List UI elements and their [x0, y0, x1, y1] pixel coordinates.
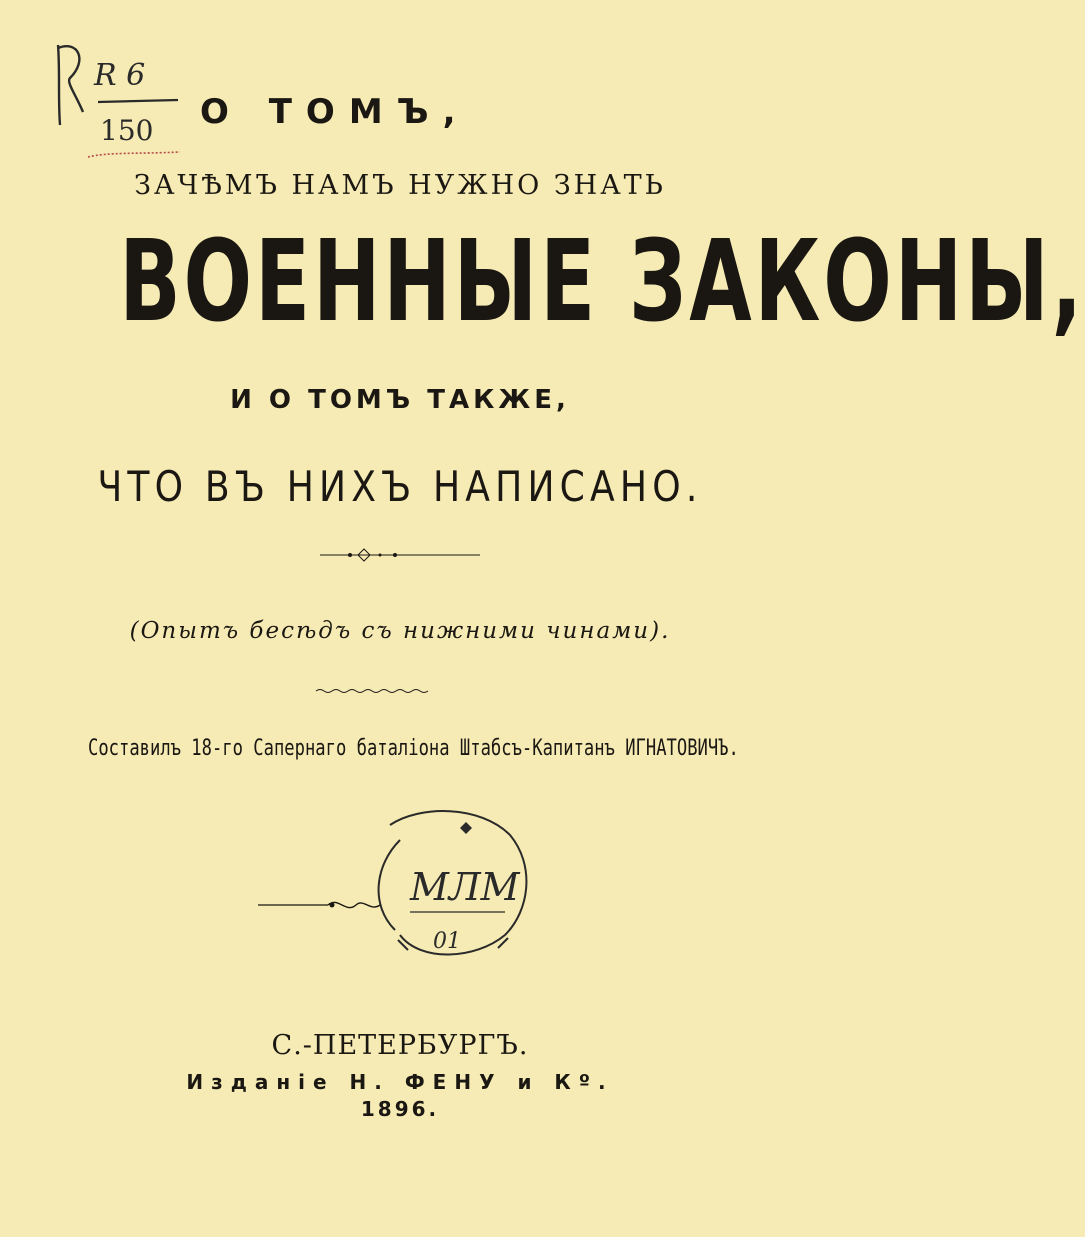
title-line-3: И О ТОМЪ ТАКЖЕ, — [230, 385, 570, 415]
title-line-2: ЗАЧѢМЪ НАМЪ НУЖНО ЗНАТЬ — [134, 170, 666, 201]
library-stamp — [250, 800, 550, 970]
ornamental-divider — [300, 545, 500, 565]
wavy-rule — [316, 688, 428, 694]
publication-city: С.-ПЕТЕРБУРГЪ. — [271, 1030, 529, 1061]
author-line: Составилъ 18-го Сапернаго баталіона Штабсъ-Капитанъ ИГНАТОВИЧЪ. — [88, 736, 739, 761]
shelfmark-bottom: 150 — [100, 114, 154, 147]
title-line-4: ЧТО ВЪ НИХЪ НАПИСАНО. — [97, 462, 703, 511]
subtitle: (Опытъ бесѣдъ съ нижними чинами). — [129, 618, 671, 644]
main-title: ВОЕННЫЕ ЗАКОНЫ, — [119, 217, 1085, 347]
publisher: Изданіе Н. ФЕНУ и Кº. — [186, 1070, 614, 1094]
handwritten-shelfmark — [48, 40, 198, 165]
stamp-center-text: МЛМ — [410, 865, 520, 909]
stamp-bottom-text: 01 — [433, 929, 461, 954]
publication-year: 1896. — [360, 1097, 440, 1121]
shelfmark-top: R 6 — [94, 58, 146, 93]
title-line-1: О ТОМЪ, — [200, 92, 470, 132]
